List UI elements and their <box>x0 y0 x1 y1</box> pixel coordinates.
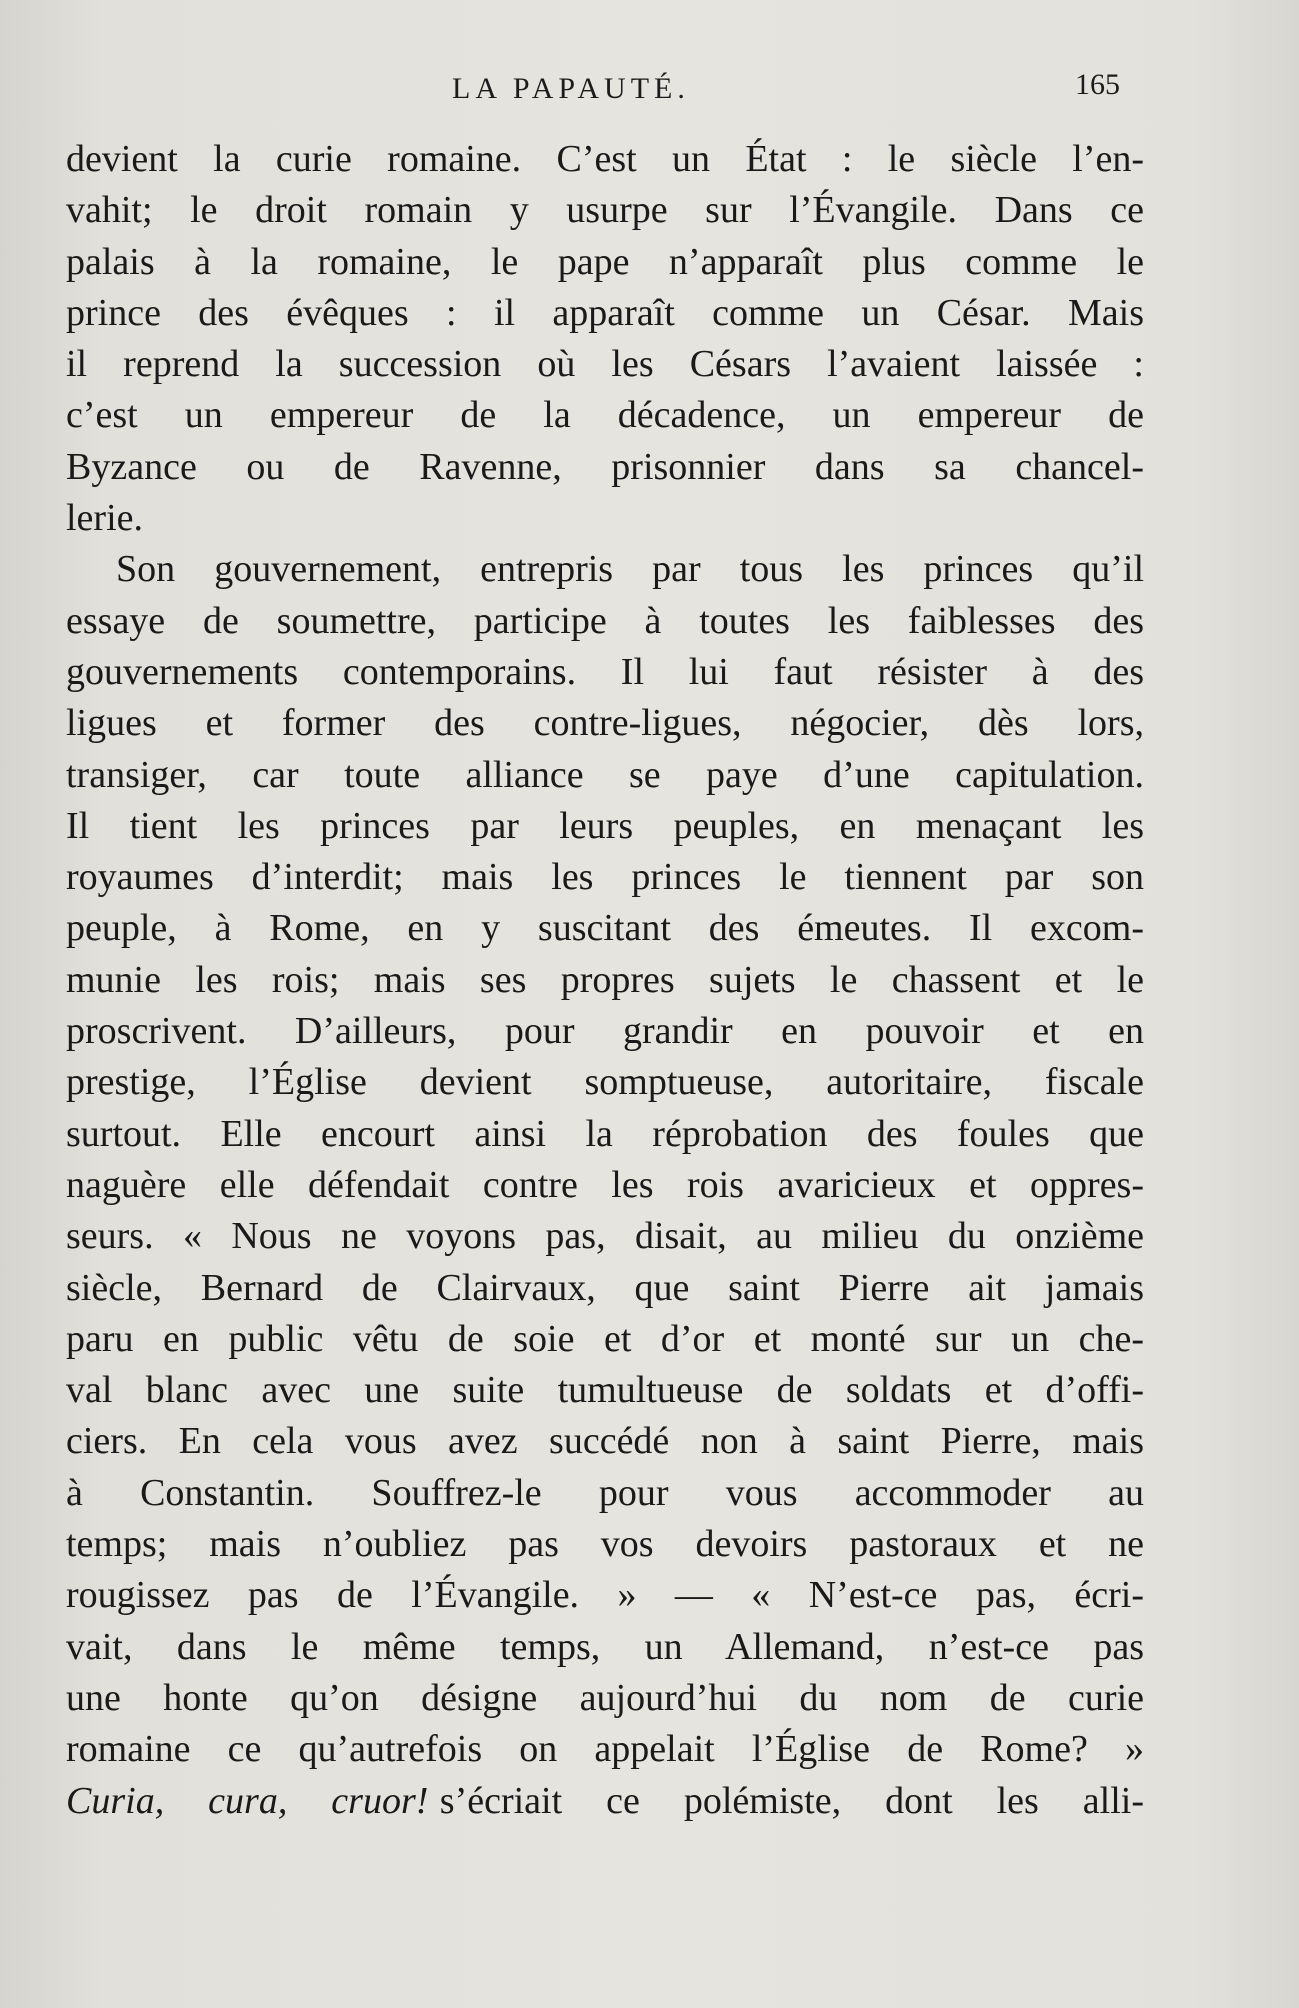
running-title: LA PAPAUTÉ. <box>452 72 690 105</box>
final-line-rest: s’écriait ce polémiste, dont les alli- <box>439 1779 1144 1822</box>
text-line: munie les rois; mais ses propres sujets le chassent et le <box>66 958 1144 1001</box>
text-line: rougissez pas de l’Évangile. » — « N’est-ce pas, écri- <box>66 1574 1144 1617</box>
text-line: essaye de soumettre, participe à toutes les faiblesses des <box>66 599 1144 642</box>
text-line: devient la curie romaine. C’est un État : le siècle l’en- <box>66 138 1144 180</box>
text-line: siècle, Bernard de Clairvaux, que saint Pierre ait jamais <box>66 1266 1144 1309</box>
text-line: il reprend la succession où les Césars l’avaient laissée : <box>66 343 1144 386</box>
text-line: val blanc avec une suite tumultueuse de soldats et d’offi- <box>66 1369 1144 1412</box>
text-line: seurs. « Nous ne voyons pas, disait, au milieu du onzième <box>66 1215 1144 1258</box>
text-line: ligues et former des contre-ligues, négocier, dès lors, <box>66 702 1144 745</box>
text-line: proscrivent. D’ailleurs, pour grandir en pouvoir et en <box>66 1010 1144 1053</box>
text-line: royaumes d’interdit; mais les princes le tiennent par son <box>66 856 1144 899</box>
text-line: prince des évêques : il apparaît comme un César. Mais <box>66 291 1144 334</box>
text-line: romaine ce qu’autrefois on appelait l’Église de Rome? » <box>66 1728 1144 1771</box>
text-line: naguère elle défendait contre les rois avaricieux et oppres- <box>66 1163 1144 1206</box>
text-line: gouvernements contemporains. Il lui faut résister à des <box>66 650 1144 693</box>
text-line: c’est un empereur de la décadence, un empereur de <box>66 394 1144 437</box>
text-line: vahit; le droit romain y usurpe sur l’Évangile. Dans ce <box>66 189 1144 232</box>
text-line: peuple, à Rome, en y suscitant des émeutes. Il excom- <box>66 907 1144 950</box>
text-line: une honte qu’on désigne aujourd’hui du nom de curie <box>66 1676 1144 1719</box>
running-head <box>0 68 1299 112</box>
text-line: Byzance ou de Ravenne, prisonnier dans sa chancel- <box>66 445 1144 488</box>
page-number: 165 <box>1075 68 1120 101</box>
final-text-line <box>66 1776 1144 1827</box>
text-line: prestige, l’Église devient somptueuse, autoritaire, fiscale <box>66 1061 1144 1104</box>
text-line: vait, dans le même temps, un Allemand, n’est-ce pas <box>66 1625 1144 1668</box>
text-line: Il tient les princes par leurs peuples, en menaçant les <box>66 804 1144 847</box>
text-line: paru en public vêtu de soie et d’or et monté sur un che- <box>66 1317 1144 1360</box>
text-line: surtout. Elle encourt ainsi la réprobation des foules que <box>66 1112 1144 1155</box>
text-line: lerie. <box>66 497 144 540</box>
text-line: palais à la romaine, le pape n’apparaît plus comme le <box>66 240 1144 283</box>
text-line: à Constantin. Souffrez-le pour vous accommoder au <box>66 1471 1144 1514</box>
paragraph-start-line: Son gouvernement, entrepris par tous les princes qu’il <box>116 548 1144 591</box>
text-line: ciers. En cela vous avez succédé non à saint Pierre, mais <box>66 1420 1144 1463</box>
body-text <box>66 134 1144 1827</box>
text-line: transiger, car toute alliance se paye d’une capitulation. <box>66 753 1144 796</box>
text-line: temps; mais n’oubliez pas vos devoirs pastoraux et ne <box>66 1523 1144 1566</box>
italic-quote: Curia, cura, cruor! <box>66 1779 429 1822</box>
